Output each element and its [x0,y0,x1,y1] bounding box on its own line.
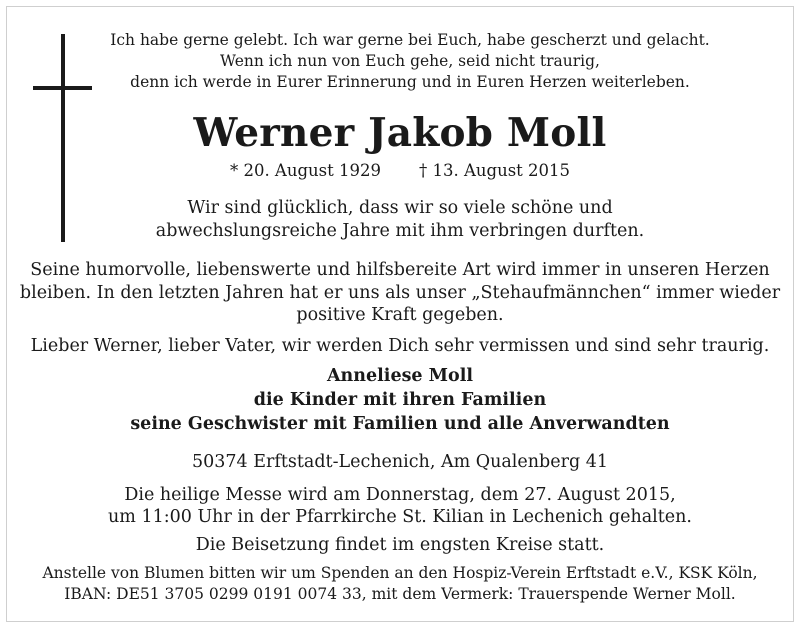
tribute-paragraph [0,259,800,327]
donation-line: Anstelle von Blumen bitten wir um Spenden an den Hospiz-Verein Erftstadt e.V., KSK Köln, [42,564,758,582]
mourner-spouse: Anneliese Moll [326,366,473,386]
intro-text [0,197,800,242]
family-address: 50374 Erftstadt-Lechenich, Am Qualenberg 41 [192,452,608,472]
mass-line: um 11:00 Uhr in der Pfarrkirche St. Kilian in Lechenich gehalten. [108,507,692,527]
intro-line: Wir sind glücklich, dass wir so viele schöne und [187,198,613,218]
birth-date: * 20. August 1929 [229,161,381,180]
burial-info: Die Beisetzung findet im engsten Kreise statt. [195,535,605,555]
quote-line: Ich habe gerne gelebt. Ich war gerne bei Euch, habe gescherzt und gelacht. [110,31,710,49]
deceased-name: Werner Jakob Moll [193,110,607,156]
life-dates [0,161,800,181]
mass-info [0,484,800,528]
mourner-relatives: seine Geschwister mit Familien und alle Anverwandten [130,414,670,434]
tribute-line: positive Kraft gegeben. [296,305,504,325]
mourners-list [0,364,800,436]
quote-line: Wenn ich nun von Euch gehe, seid nicht traurig, [220,52,600,70]
tribute-line: Seine humorvolle, liebenswerte und hilfsbereite Art wird immer in unseren Herzen [30,260,770,280]
opening-quote [0,30,800,93]
tribute-line: bleiben. In den letzten Jahren hat er uns als unser „Stehaufmännchen“ immer wieder [19,282,781,303]
mourner-children: die Kinder mit ihren Familien [253,390,547,410]
intro-line: abwechslungsreiche Jahre mit ihm verbringen durften. [155,220,645,241]
donation-info [0,563,800,605]
mass-line: Die heilige Messe wird am Donnerstag, dem 27. August 2015, [124,485,676,505]
quote-line: denn ich werde in Eurer Erinnerung und in Euren Herzen weiterleben. [130,73,690,91]
donation-line: IBAN: DE51 3705 0299 0191 0074 33, mit dem Vermerk: Trauerspende Werner Moll. [64,585,736,603]
farewell-line: Lieber Werner, lieber Vater, wir werden Dich sehr vermissen und sind sehr traurig. [30,336,770,356]
death-date: † 13. August 2015 [419,161,571,180]
